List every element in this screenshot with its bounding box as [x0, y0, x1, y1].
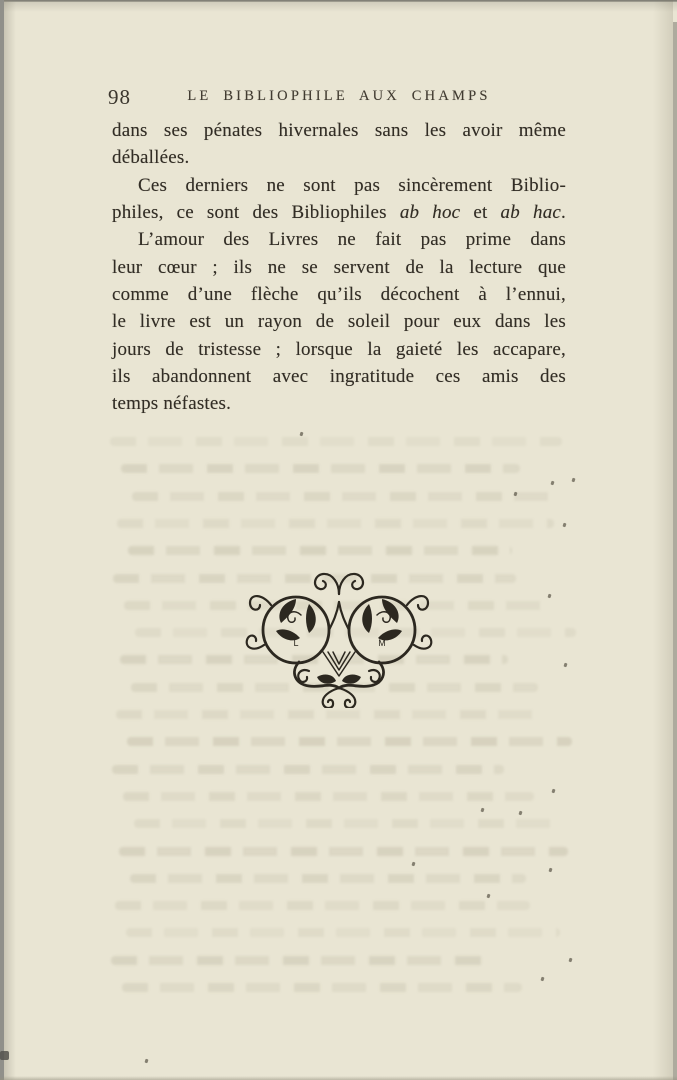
text-segment: Ces derniers ne sont pas sincèrement Biblio- [138, 174, 566, 196]
fleuron-ornament-icon [237, 558, 441, 708]
text-line [112, 308, 566, 335]
ornament-initial-left: L [293, 638, 299, 648]
ink-speck [486, 894, 490, 899]
body-text [112, 117, 566, 418]
text-segment: déballées. [112, 147, 190, 169]
scan-gutter-shadow [653, 0, 673, 1080]
ink-speck [568, 958, 572, 963]
ghost-text-line [127, 737, 572, 746]
running-title: LE BIBLIOPHILE AUX CHAMPS [187, 88, 491, 104]
ink-speck [551, 789, 555, 794]
scan-edge-top-shadow [0, 2, 677, 12]
ink-speck [540, 977, 544, 982]
text-line [112, 281, 566, 308]
text-segment: comme d’une flèche qu’ils décochent à l’ennui, [112, 284, 566, 306]
text-line [112, 172, 566, 199]
ghost-text-line [117, 519, 554, 528]
scan-edge-right [673, 22, 677, 1080]
ghost-text-line [115, 901, 530, 910]
text-segment: temps néfastes. [112, 393, 232, 415]
scan-edge-left-shadow [4, 0, 16, 1080]
ink-speck [518, 811, 522, 816]
ornament-initial-right: M [378, 638, 386, 648]
ghost-text-line [134, 819, 564, 828]
text-segment: philes, ce sont des Bibliophiles [112, 202, 400, 224]
text-segment: dans ses pénates hivernales sans les avoir même [112, 120, 566, 141]
scan-edge-bottom [0, 1076, 677, 1080]
ghost-text-line [110, 437, 562, 446]
ghost-text-line [123, 792, 534, 801]
text-line [112, 336, 566, 363]
text-line [112, 144, 566, 171]
text-line [112, 363, 566, 390]
page-number: 98 [108, 85, 131, 109]
text-segment: ils abandonnent avec ingratitude ces amis des [112, 366, 566, 388]
ghost-text-line [112, 765, 504, 774]
ink-speck [548, 868, 552, 873]
ink-speck [563, 663, 567, 668]
italic-phrase: ab hac [500, 202, 562, 224]
ghost-text-line [128, 546, 512, 555]
ghost-text-line [126, 928, 560, 937]
ghost-text-line [119, 847, 568, 856]
ink-speck [562, 523, 566, 528]
text-line [112, 199, 566, 226]
ghost-text-line [130, 874, 526, 883]
ink-speck [550, 481, 554, 486]
page-header [108, 85, 566, 109]
text-segment: et [460, 202, 501, 224]
text-segment: le livre est un rayon de soleil pour eux dans les [112, 311, 566, 333]
ghost-text-line [132, 492, 550, 501]
ink-speck [547, 594, 551, 599]
italic-phrase: ab hoc [399, 202, 461, 224]
ink-speck [144, 1059, 148, 1064]
ink-speck [480, 808, 484, 813]
ink-speck [571, 478, 575, 483]
text-segment: leur cœur ; ils ne se servent de la lecture que [112, 256, 566, 278]
scan-corner-blotch [0, 1051, 9, 1060]
text-segment: . [561, 202, 566, 224]
text-line [112, 226, 566, 253]
text-line [112, 254, 566, 281]
ghost-text-line [121, 464, 520, 473]
ghost-text-line [111, 956, 492, 965]
text-segment: L’amour des Livres ne fait pas prime dans [138, 229, 566, 251]
ink-speck [411, 862, 415, 867]
ghost-text-line [122, 983, 522, 992]
text-line [112, 117, 566, 144]
ghost-text-line [116, 710, 542, 719]
text-segment: jours de tristesse ; lorsque la gaieté les accapare, [112, 338, 566, 360]
text-line [112, 390, 566, 417]
ink-speck [299, 432, 303, 437]
